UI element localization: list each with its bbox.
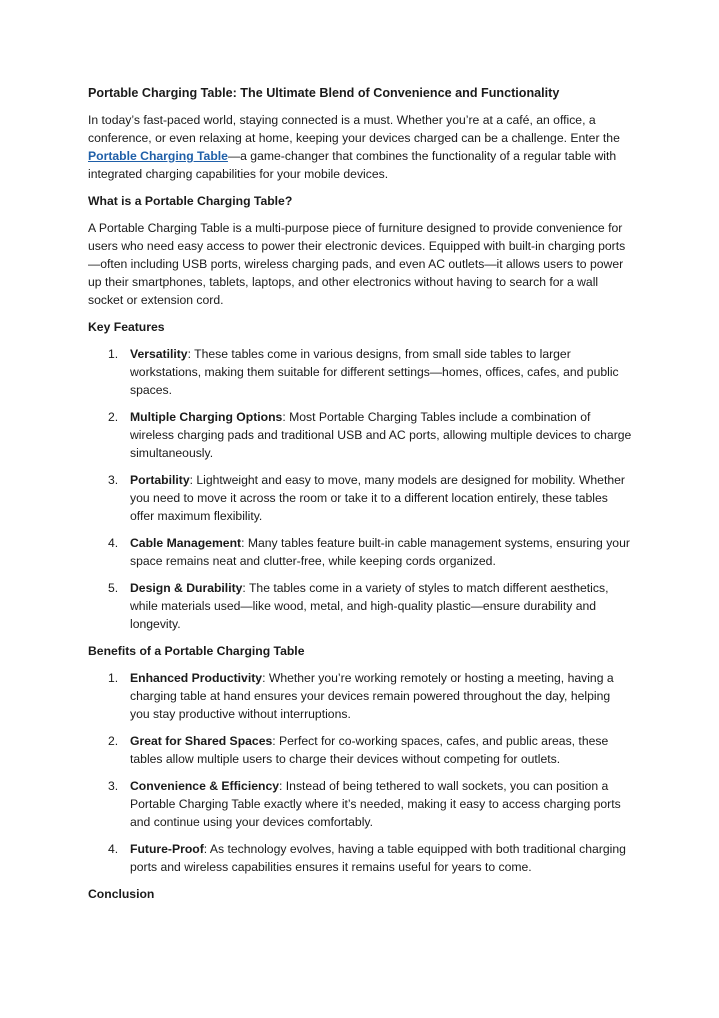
list-item-feature [88, 534, 633, 570]
list-item-text: : Whether you’re working remotely or hosting a meeting, having a charging table at hand ensures your devices remain powered throughout the day, helping you stay productive without interruptions. [130, 671, 614, 721]
list-item-term: Convenience & Efficiency [130, 779, 280, 793]
document-page [88, 84, 633, 912]
list-item-term: Portability [130, 473, 190, 487]
section-heading-benefits: Benefits of a Portable Charging Table [88, 644, 305, 658]
list-item-term: Cable Management [130, 536, 242, 550]
list-item-term: Great for Shared Spaces [130, 734, 273, 748]
list-item-text: : Most Portable Charging Tables include a combination of wireless charging pads and traditional USB and AC ports, allowing multiple devices to charge simultaneously. [130, 410, 632, 460]
list-item-text: : Perfect for co-working spaces, cafes, and public areas, these tables allow multiple users to charge their devices without competing for outlets. [130, 734, 609, 766]
intro-text-before-link: In today’s fast-paced world, staying connected is a must. Whether you’re at a café, an office, a conference, or even relaxing at home, keeping your devices charged can be a challenge. Enter the [88, 113, 620, 145]
list-item-number: 2. [108, 734, 119, 748]
list-item-term: Enhanced Productivity [130, 671, 263, 685]
document-title: Portable Charging Table: The Ultimate Blend of Convenience and Functionality [88, 86, 560, 100]
key-features-list [88, 345, 633, 633]
list-item-number: 1. [108, 347, 119, 361]
list-item-term: Versatility [130, 347, 188, 361]
list-item-number: 1. [108, 671, 119, 685]
intro-paragraph [88, 111, 633, 183]
list-item-text: : Instead of being tethered to wall sockets, you can position a Portable Charging Table exactly where it’s needed, making it easy to access charging ports and continue using your devices comfortably. [130, 779, 621, 829]
list-item-benefit [88, 669, 633, 723]
list-item-benefit [88, 777, 633, 831]
list-item-feature [88, 579, 633, 633]
benefits-list [88, 669, 633, 876]
list-item-feature [88, 408, 633, 462]
intro-text-after-link: —a game-changer that combines the functionality of a regular table with integrated charging capabilities for your mobile devices. [88, 149, 617, 181]
list-item-number: 4. [108, 536, 119, 550]
portable-charging-table-link[interactable]: Portable Charging Table [88, 149, 228, 163]
section-heading-conclusion: Conclusion [88, 887, 155, 901]
list-item-text: : Many tables feature built-in cable management systems, ensuring your space remains neat and clutter-free, while keeping cords organized. [130, 536, 630, 568]
what-is-paragraph: A Portable Charging Table is a multi-purpose piece of furniture designed to provide convenience for users who need easy access to power their electronic devices. Equipped with built-in charging ports—often including USB ports, wireless charging pads, and even AC outlets—it allows users to power up their smartphones, tablets, laptops, and other electronics without having to search for a wall socket or extension cord. [88, 221, 626, 307]
list-item-term: Design & Durability [130, 581, 243, 595]
list-item-number: 5. [108, 581, 119, 595]
section-heading-key-features: Key Features [88, 320, 165, 334]
list-item-text: : Lightweight and easy to move, many models are designed for mobility. Whether you need to move it across the room or take it to a different location entirely, these tables offer maximum flexibility. [130, 473, 625, 523]
list-item-term: Multiple Charging Options [130, 410, 283, 424]
list-item-term: Future-Proof [130, 842, 204, 856]
list-item-text: : These tables come in various designs, from small side tables to larger workstations, making them suitable for different settings—homes, offices, cafes, and public spaces. [130, 347, 619, 397]
list-item-benefit [88, 732, 633, 768]
section-heading-what-is: What is a Portable Charging Table? [88, 194, 293, 208]
list-item-benefit [88, 840, 633, 876]
list-item-feature [88, 345, 633, 399]
list-item-number: 3. [108, 473, 119, 487]
list-item-text: : As technology evolves, having a table equipped with both traditional charging ports and wireless capabilities ensures it remains useful for years to come. [130, 842, 626, 874]
list-item-number: 2. [108, 410, 119, 424]
list-item-feature [88, 471, 633, 525]
list-item-text: : The tables come in a variety of styles to match different aesthetics, while materials used—like wood, metal, and high-quality plastic—ensure durability and longevity. [130, 581, 609, 631]
list-item-number: 4. [108, 842, 119, 856]
list-item-number: 3. [108, 779, 119, 793]
